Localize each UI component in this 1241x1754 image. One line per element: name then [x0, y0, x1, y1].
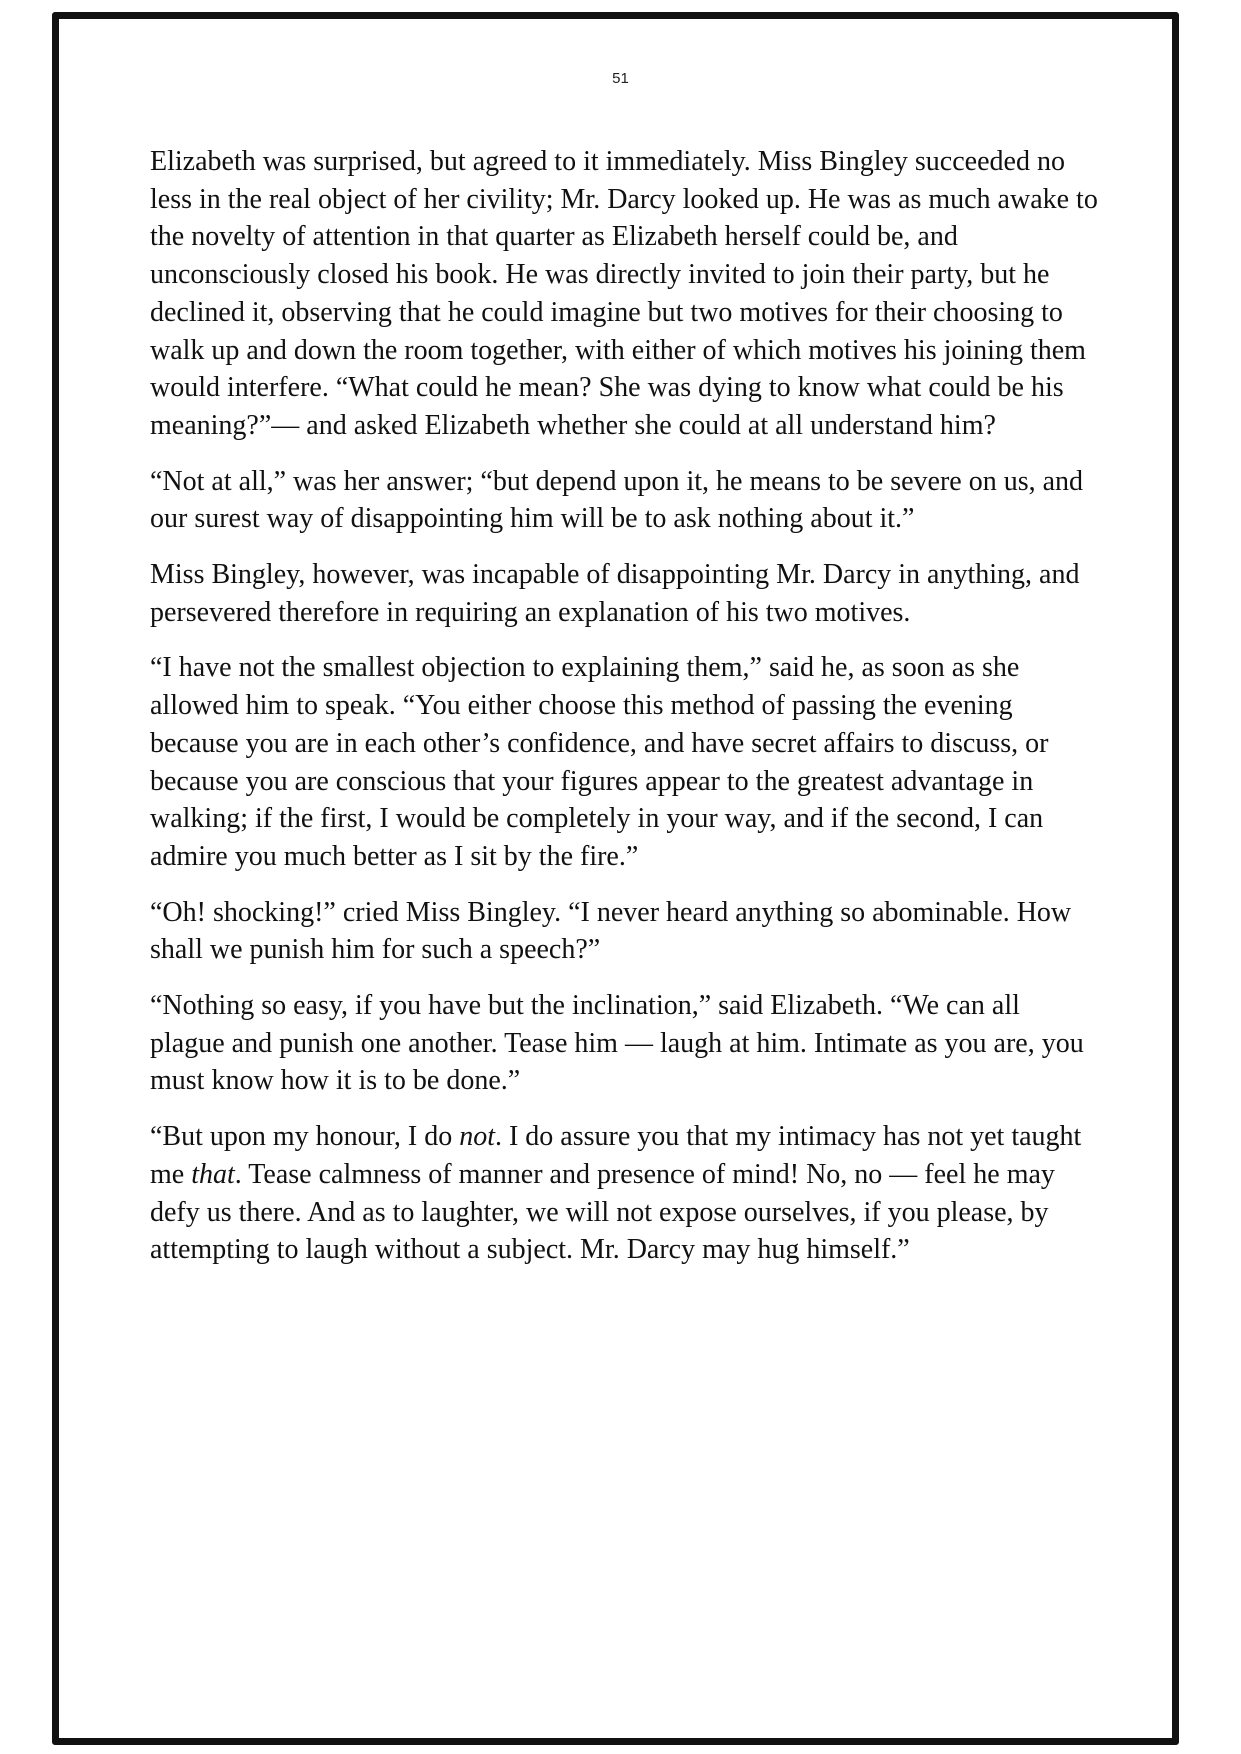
paragraph-text: . I do assure you that my intimacy has not yet taught me: [150, 1121, 1082, 1190]
text-body: [150, 143, 1100, 1287]
paragraph: “Oh! shocking!” cried Miss Bingley. “I never heard anything so abominable. How shall we punish him for such a speech?”: [150, 896, 1072, 966]
emphasis-text: not: [459, 1121, 495, 1153]
paragraph: Miss Bingley, however, was incapable of disappointing Mr. Darcy in anything, and persevered therefore in requiring an explanation of his two motives.: [150, 559, 1080, 628]
paragraph-text: “But upon my honour, I do: [150, 1121, 460, 1153]
paragraph: “Not at all,” was her answer; “but depend upon it, he means to be severe on us, and our surest way of disappointing him will be to ask nothing about it.”: [150, 465, 1084, 535]
paragraph: [150, 1118, 1100, 1269]
emphasis-text: that: [191, 1158, 235, 1190]
paragraph: Elizabeth was surprised, but agreed to it immediately. Miss Bingley succeeded no less in the real object of her civility; Mr. Darcy looked up. He was as much awake to the novelty of attention in that quarter as Elizabeth herself could be, and unconsciously closed his book. He was directly invited to join their party, but he declined it, observing that he could imagine but two motives for their choosing to walk up and down the room together, with either of which motives his joining them would interfere. “What could he mean? She was dying to know what could be his meaning?”— and asked Elizabeth whether she could at all understand him?: [150, 146, 1098, 441]
page-number: 51: [612, 70, 629, 87]
paragraph: “I have not the smallest objection to explaining them,” said he, as soon as she allowed him to speak. “You either choose this method of passing the evening because you are in each other’s confidence, and have secret affairs to discuss, or because you are conscious that your figures appear to the greatest advantage in walking; if the first, I would be completely in your way, and if the second, I can admire you much better as I sit by the fire.”: [150, 652, 1049, 872]
paragraph-text: . Tease calmness of manner and presence of mind! No, no — feel he may defy us there. And as to laughter, we will not expose ourselves, if you please, by attempting to laugh without a subject. Mr. Darcy may hug himself.”: [150, 1158, 1055, 1266]
paragraph: “Nothing so easy, if you have but the inclination,” said Elizabeth. “We can all plague and punish one another. Tease him — laugh at him. Intimate as you are, you must know how it is to be done.”: [150, 990, 1084, 1097]
